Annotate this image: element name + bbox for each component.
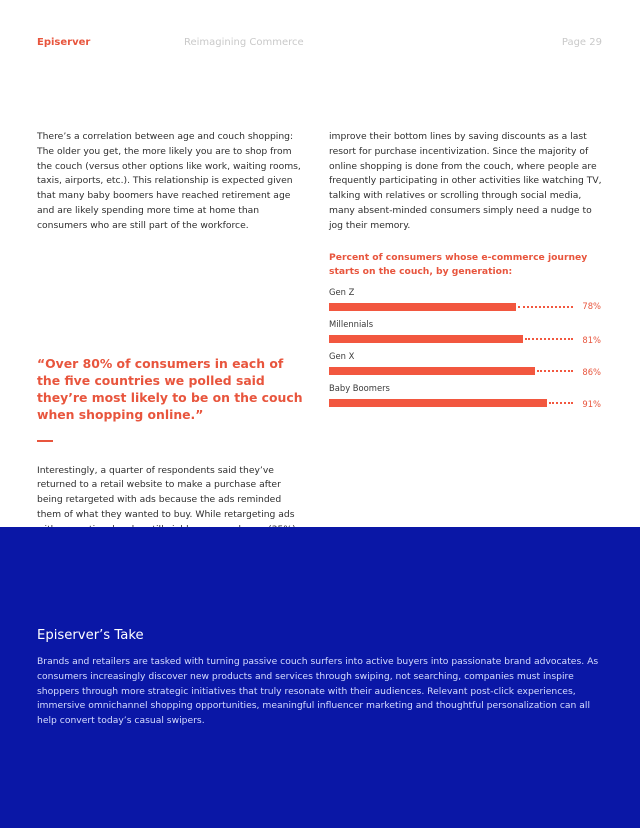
document-title: Reimagining Commerce (184, 37, 304, 48)
bar-label: Millennials (329, 319, 374, 329)
bar-track (329, 399, 573, 407)
right-column (329, 130, 603, 409)
pull-quote: “Over 80% of consumers in each of the five countries we polled said they’re most likely to be on the couch when shopping online.” (37, 355, 303, 422)
bar-track (329, 367, 573, 375)
takeaway-band (0, 527, 640, 828)
bar-group-gen-x (329, 351, 603, 381)
bar-track (329, 335, 573, 343)
quote-divider (37, 440, 53, 442)
bar (329, 399, 547, 407)
bar (329, 367, 535, 375)
bar (329, 303, 516, 311)
bar (329, 335, 523, 343)
takeaway-body: Brands and retailers are tasked with turning passive couch surfers into active buyers into passionate brand advocates. As consumers increasingly discover new products and services through swiping, not searching, companies must inspire shoppers through more strategic initiatives that truly resonate with their audiences. Relevant post-click experiences, immersive omnichannel shopping opportunities, meaningful influencer marketing and thoughtful personalization can all help convert today’s casual swipers. (37, 656, 599, 727)
bar-dotted-leader (518, 306, 573, 308)
page-header (37, 37, 602, 51)
bar-dotted-leader (549, 402, 573, 404)
bar-label: Baby Boomers (329, 383, 390, 393)
right-paragraph-1: improve their bottom lines by saving discounts as a last resort for purchase incentivization. Since the majority of online shopping is done from the couch, where people are frequently participating in other activities like watching TV, talking with relatives or scrolling through social media, many absent-minded consumers simply need a nudge to jog their memory. (329, 131, 602, 231)
bar-group-millennials (329, 319, 603, 349)
bar-track (329, 303, 573, 311)
chart-title: Percent of consumers whose e-commerce journey starts on the couch, by generation: (329, 252, 588, 277)
bar-value-label: 78% (582, 301, 601, 311)
left-paragraph-2: Interestingly, a quarter of respondents said they’ve returned to a retail website to make a purchase after being retargeted with ads because the ads reminded them of what they wanted to buy. While retargeting ads (37, 464, 295, 520)
bar-value-label: 81% (582, 335, 601, 345)
bar-label: Gen X (329, 351, 355, 361)
bar-group-gen-z (329, 287, 603, 317)
bar-dotted-leader (537, 370, 573, 372)
bar-chart (329, 287, 603, 417)
takeaway-title: Episerver’s Take (37, 628, 144, 643)
bar-value-label: 86% (582, 367, 601, 377)
bar-group-baby-boomers (329, 383, 603, 413)
bar-dotted-leader (525, 338, 573, 340)
bar-label: Gen Z (329, 287, 355, 297)
brand-name: Episerver (37, 37, 91, 48)
bar-value-label: 91% (582, 399, 601, 409)
left-column (37, 130, 307, 552)
page-number: Page 29 (561, 37, 602, 48)
left-paragraph-1: There’s a correlation between age and couch shopping: The older you get, the more likely you are to shop from the couch (versus other options like work, waiting rooms, taxis, airports, etc.). This relationship is expected given that many baby boomers have reached retirement age and are likely spending more time at home than consumers who are still part of the workforce. (37, 131, 301, 231)
